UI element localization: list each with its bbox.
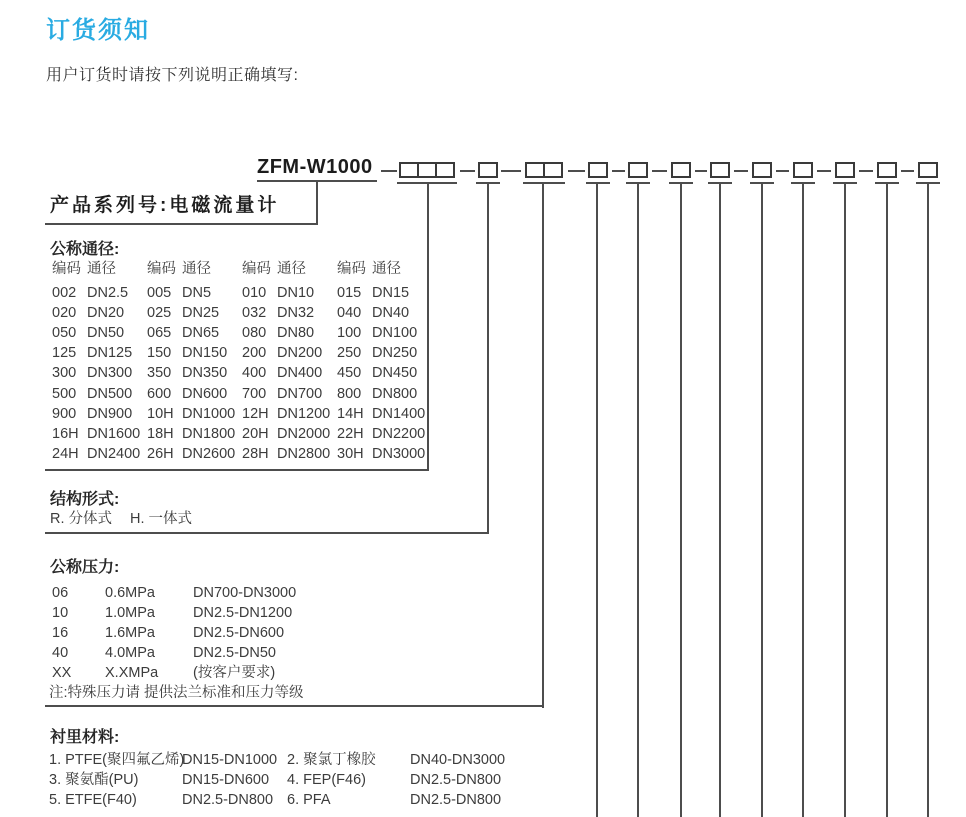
pressure-row — [52, 583, 296, 603]
size: DN5 — [182, 285, 212, 301]
code: 26H — [147, 446, 174, 462]
dash — [776, 170, 789, 172]
size: DN800 — [372, 386, 418, 402]
diameter-row — [52, 343, 432, 363]
size: DN350 — [182, 365, 228, 381]
code: 600 — [147, 386, 172, 402]
series-label: 产品系列号:电磁流量计 — [50, 195, 280, 216]
code-box — [835, 162, 855, 178]
code: 16 — [52, 625, 69, 641]
lining-row — [49, 750, 505, 770]
diameter-row — [52, 384, 432, 404]
code: 300 — [52, 365, 77, 381]
pressure-note: 注:特殊压力请 提供法兰标准和压力等级 — [49, 685, 304, 701]
diameter-title: 公称通径: — [50, 241, 120, 258]
connector-11 — [886, 183, 888, 817]
code: 125 — [52, 345, 77, 361]
range: DN2.5-DN800 — [182, 792, 274, 808]
code-box — [628, 162, 648, 178]
dash — [460, 170, 475, 172]
size: DN1000 — [182, 406, 236, 422]
col-header: 通径 — [372, 261, 401, 277]
code-box-group-11 — [877, 162, 897, 178]
range: (按客户要求) — [193, 665, 276, 681]
code: 06 — [52, 585, 69, 601]
connector-structure — [487, 183, 489, 534]
code-box-group-9 — [793, 162, 813, 178]
code: 100 — [337, 325, 362, 341]
structure-options — [50, 509, 192, 529]
dash — [612, 170, 625, 172]
connector-6 — [680, 183, 682, 817]
code: 30H — [337, 446, 364, 462]
code: 20H — [242, 426, 269, 442]
lining-row — [49, 790, 501, 810]
code: 900 — [52, 406, 77, 422]
lining-title: 衬里材料: — [50, 729, 120, 746]
code: 700 — [242, 386, 267, 402]
size: DN400 — [277, 365, 323, 381]
dash — [734, 170, 748, 172]
bracket-structure — [45, 532, 489, 534]
code-box — [435, 162, 455, 178]
range: DN2.5-DN800 — [410, 792, 502, 808]
lining-row — [49, 770, 501, 790]
bracket-diameter — [45, 469, 429, 471]
code: 18H — [147, 426, 174, 442]
code: 050 — [52, 325, 77, 341]
code-box-group-10 — [835, 162, 855, 178]
size: DN250 — [372, 345, 418, 361]
code: 16H — [52, 426, 79, 442]
range: DN2.5-DN600 — [193, 625, 285, 641]
diameter-header-row — [52, 259, 432, 279]
code-box — [417, 162, 437, 178]
code-box-group-8 — [752, 162, 772, 178]
value: 1.0MPa — [105, 605, 155, 621]
size: DN2000 — [277, 426, 331, 442]
col-header: 通径 — [87, 261, 116, 277]
bracket-pressure — [45, 705, 544, 707]
dash — [817, 170, 831, 172]
size: DN1200 — [277, 406, 331, 422]
code-box — [877, 162, 897, 178]
dash — [652, 170, 667, 172]
connector-lining — [596, 183, 598, 817]
code: 28H — [242, 446, 269, 462]
code: 020 — [52, 305, 77, 321]
code: 500 — [52, 386, 77, 402]
size: DN25 — [182, 305, 220, 321]
code: 200 — [242, 345, 267, 361]
code: 10 — [52, 605, 69, 621]
code-box-group-diameter — [399, 162, 455, 178]
size: DN900 — [87, 406, 133, 422]
size: DN150 — [182, 345, 228, 361]
material: 1. PTFE(聚四氟乙烯) — [49, 752, 185, 768]
range: DN40-DN3000 — [410, 752, 506, 768]
size: DN2.5 — [87, 285, 129, 301]
connector-8 — [761, 183, 763, 817]
code-box — [671, 162, 691, 178]
size: DN65 — [182, 325, 220, 341]
dash — [568, 170, 585, 172]
code-box — [710, 162, 730, 178]
code: 450 — [337, 365, 362, 381]
code: 040 — [337, 305, 362, 321]
dash — [695, 170, 707, 172]
pressure-row — [52, 603, 292, 623]
pressure-row — [52, 663, 275, 683]
pressure-row — [52, 623, 284, 643]
diameter-row — [52, 444, 432, 464]
code: 065 — [147, 325, 172, 341]
pressure-row — [52, 643, 276, 663]
connector-5 — [637, 183, 639, 817]
code: 400 — [242, 365, 267, 381]
size: DN2200 — [372, 426, 426, 442]
code: 025 — [147, 305, 172, 321]
code: 10H — [147, 406, 174, 422]
code: 150 — [147, 345, 172, 361]
box-underline — [523, 182, 565, 184]
size: DN200 — [277, 345, 323, 361]
col-header: 通径 — [182, 261, 211, 277]
diameter-row — [52, 303, 432, 323]
size: DN3000 — [372, 446, 426, 462]
structure-option: H. 一体式 — [130, 511, 193, 527]
code: 12H — [242, 406, 269, 422]
pressure-title: 公称压力: — [50, 559, 120, 576]
code-box — [525, 162, 545, 178]
size: DN32 — [277, 305, 315, 321]
page-title: 订货须知 — [46, 17, 150, 44]
connector-12 — [927, 183, 929, 817]
code: 800 — [337, 386, 362, 402]
code-box-group-structure — [478, 162, 498, 178]
range: DN15-DN600 — [182, 772, 270, 788]
structure-option: R. 分体式 — [50, 511, 113, 527]
code-box — [752, 162, 772, 178]
connector-10 — [844, 183, 846, 817]
code-box-group-lining — [588, 162, 608, 178]
size: DN450 — [372, 365, 418, 381]
size: DN20 — [87, 305, 125, 321]
dash — [381, 170, 397, 172]
diameter-row — [52, 363, 432, 383]
code-box-group-7 — [710, 162, 730, 178]
code-box — [793, 162, 813, 178]
code: 250 — [337, 345, 362, 361]
col-header: 编码 — [242, 261, 271, 277]
connector-series — [316, 181, 318, 225]
size: DN700 — [277, 386, 323, 402]
code-box-group-5 — [628, 162, 648, 178]
diameter-row — [52, 283, 432, 303]
material: 6. PFA — [287, 792, 331, 808]
material: 2. 聚氯丁橡胶 — [287, 752, 376, 768]
code: 24H — [52, 446, 79, 462]
range: DN2.5-DN50 — [193, 645, 276, 661]
size: DN40 — [372, 305, 410, 321]
code-box-group-12 — [918, 162, 938, 178]
code-box-group-pressure — [525, 162, 563, 178]
size: DN50 — [87, 325, 125, 341]
size: DN2400 — [87, 446, 141, 462]
connector-pressure — [542, 183, 544, 708]
col-header: 编码 — [147, 261, 176, 277]
value: 4.0MPa — [105, 645, 155, 661]
code: 350 — [147, 365, 172, 381]
range: DN15-DN1000 — [182, 752, 278, 768]
code-box-group-6 — [671, 162, 691, 178]
size: DN80 — [277, 325, 315, 341]
size: DN1600 — [87, 426, 141, 442]
diameter-row — [52, 424, 432, 444]
size: DN125 — [87, 345, 133, 361]
material: 5. ETFE(F40) — [49, 792, 137, 808]
code-box — [399, 162, 419, 178]
range: DN700-DN3000 — [193, 585, 297, 601]
connector-7 — [719, 183, 721, 817]
col-header: 编码 — [52, 261, 81, 277]
code: 14H — [337, 406, 364, 422]
size: DN500 — [87, 386, 133, 402]
code-box — [543, 162, 563, 178]
col-header: 通径 — [277, 261, 306, 277]
value: 0.6MPa — [105, 585, 155, 601]
diameter-row — [52, 323, 432, 343]
size: DN100 — [372, 325, 418, 341]
structure-title: 结构形式: — [50, 491, 120, 508]
value: 1.6MPa — [105, 625, 155, 641]
size: DN300 — [87, 365, 133, 381]
diameter-row — [52, 404, 432, 424]
material: 4. FEP(F46) — [287, 772, 366, 788]
code-box — [588, 162, 608, 178]
code-box — [478, 162, 498, 178]
model-number: ZFM-W1000 — [257, 156, 373, 178]
col-header: 编码 — [337, 261, 366, 277]
range: DN2.5-DN800 — [410, 772, 502, 788]
value: X.XMPa — [105, 665, 159, 681]
size: DN600 — [182, 386, 228, 402]
code: 080 — [242, 325, 267, 341]
size: DN2800 — [277, 446, 331, 462]
page-subtitle: 用户订货时请按下列说明正确填写: — [46, 67, 299, 84]
code: 005 — [147, 285, 172, 301]
size: DN1400 — [372, 406, 426, 422]
range: DN2.5-DN1200 — [193, 605, 293, 621]
box-underline — [586, 182, 610, 184]
code: 22H — [337, 426, 364, 442]
dash — [901, 170, 914, 172]
dash — [859, 170, 873, 172]
code: 40 — [52, 645, 69, 661]
size: DN15 — [372, 285, 410, 301]
bracket-series — [45, 223, 318, 225]
size: DN10 — [277, 285, 315, 301]
code: 015 — [337, 285, 362, 301]
code: 010 — [242, 285, 267, 301]
code: 032 — [242, 305, 267, 321]
dash — [501, 170, 521, 172]
material: 3. 聚氨酯(PU) — [49, 772, 139, 788]
code-box — [918, 162, 938, 178]
size: DN1800 — [182, 426, 236, 442]
code: XX — [52, 665, 72, 681]
code: 002 — [52, 285, 77, 301]
connector-9 — [802, 183, 804, 817]
size: DN2600 — [182, 446, 236, 462]
